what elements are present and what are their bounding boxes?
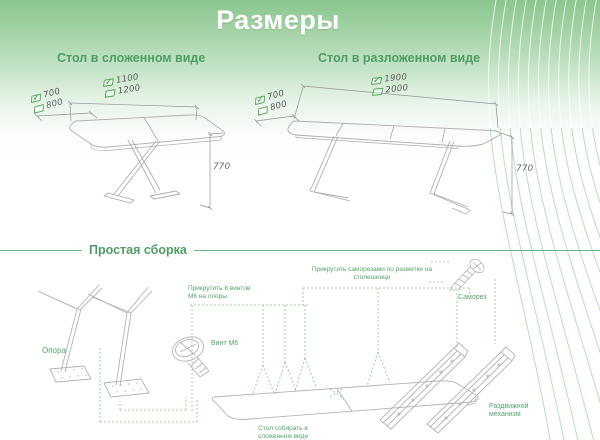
divider-line <box>194 250 600 251</box>
dim-value: 800 <box>45 97 65 112</box>
label-screw: Саморез <box>458 294 487 301</box>
dashed-connectors <box>100 262 495 422</box>
folded-table-dim-lines <box>35 101 223 210</box>
folded-height-label: 770 <box>213 162 231 172</box>
section-title-folded: Стол в сложенном виде <box>57 51 206 65</box>
assembly-title: Простая сборка <box>89 243 187 257</box>
dim-value: 1900 <box>383 72 408 85</box>
dim-value: 700 <box>266 88 286 103</box>
check-mark: ✓ <box>104 77 112 87</box>
extended-table-dim-lines <box>254 84 514 216</box>
checkbox-unchecked-icon <box>372 87 383 95</box>
extended-length-options <box>371 72 409 97</box>
dim-value: 1200 <box>117 83 142 97</box>
tabletop-underside-drawing <box>212 381 478 420</box>
note-bolts: Прикрутить 8 винтов М6 на опоры <box>188 285 251 300</box>
dim-value: 2000 <box>385 83 409 96</box>
checkbox-unchecked-icon <box>105 89 116 98</box>
label-support: Опора <box>42 346 66 355</box>
check-mark: ✓ <box>256 95 263 105</box>
check-mark: ✓ <box>32 93 39 103</box>
checkbox-unchecked-icon <box>34 103 44 113</box>
dim-value: 800 <box>269 99 289 114</box>
checkbox-checked-icon <box>371 76 382 84</box>
screw-drawing <box>450 257 487 290</box>
divider-line <box>0 250 82 251</box>
checkbox-checked-icon <box>31 93 41 103</box>
checkbox-checked-icon <box>255 95 265 105</box>
note-screws: Прикрутить саморезами по разметке на столешнице <box>311 266 433 281</box>
label-mechanism: Раздвижной механизм <box>489 403 529 419</box>
checkbox-unchecked-icon <box>258 105 268 115</box>
support-legs-drawing <box>38 285 152 397</box>
check-mark: ✓ <box>372 76 381 85</box>
folded-table-drawing <box>70 115 225 203</box>
checkbox-checked-icon <box>103 78 114 87</box>
note-fold: Стол собирать в сложенном виде <box>257 425 309 440</box>
extended-table-drawing <box>288 121 500 214</box>
bolt-m6-drawing <box>169 333 209 377</box>
extended-height-label: 770 <box>516 164 534 174</box>
dim-value: 700 <box>42 86 62 101</box>
page-title: Размеры <box>216 5 340 35</box>
assembly-divider <box>0 243 600 257</box>
label-bolt-m6: Винт М6 <box>211 340 239 347</box>
dim-value: 1100 <box>115 72 140 86</box>
section-title-extended: Стол в разложенном виде <box>318 51 481 65</box>
